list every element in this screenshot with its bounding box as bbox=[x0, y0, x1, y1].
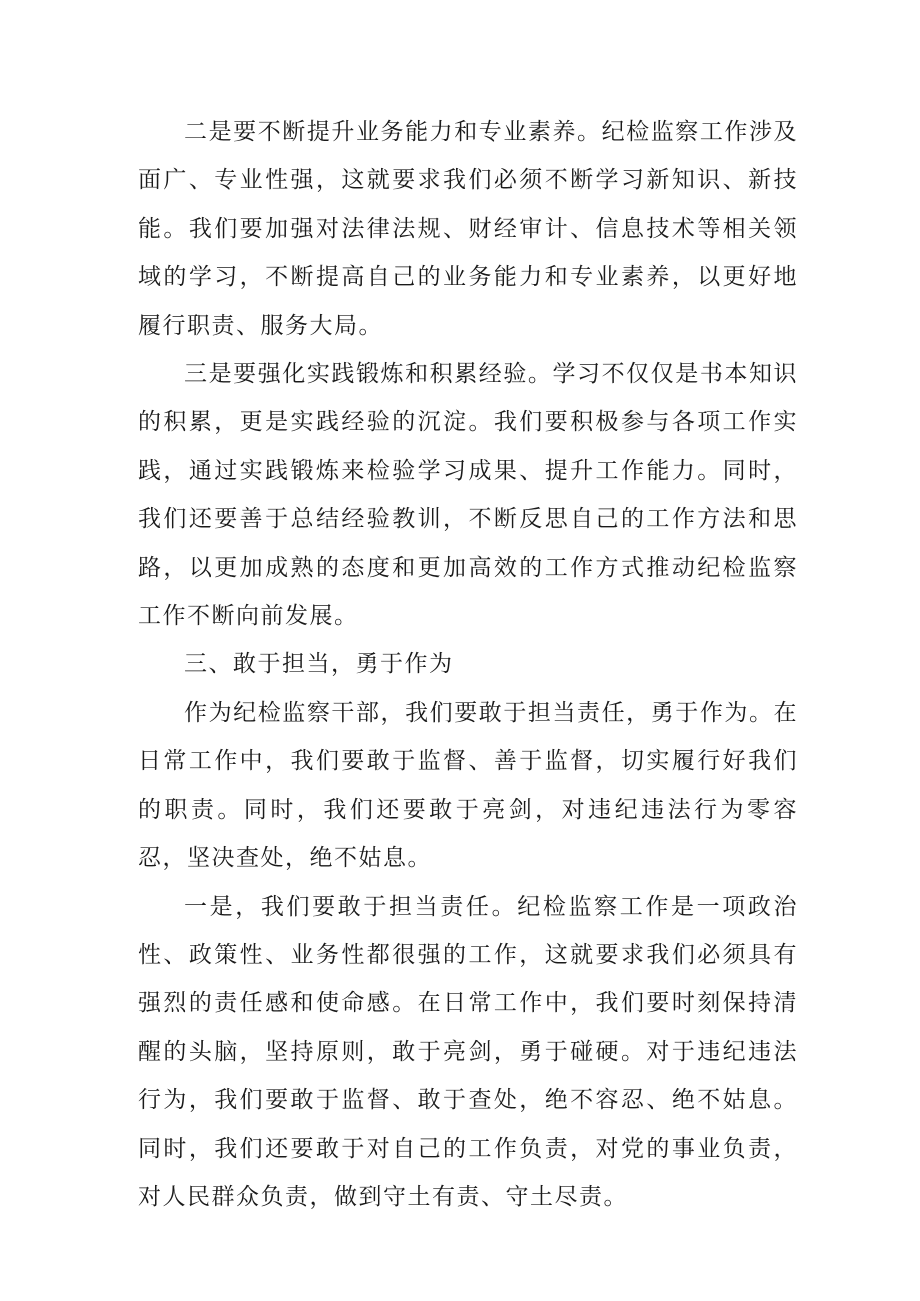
paragraph-take-responsibility: 一是，我们要敢于担当责任。纪检监察工作是一项政治性、政策性、业务性都很强的工作，这就要求我们必须具有强烈的责任感和使命感。在日常工作中，我们要时刻保持清醒的头脑，坚持原则，敢于亮剑，勇于碰硬。对于违纪违法行为，我们要敢于监督、敢于查处，绝不容忍、绝不姑息。同时，我们还要敢于对自己的工作负责，对党的事业负责，对人民群众负责，做到守土有责、守土尽责。 bbox=[138, 893, 798, 1210]
document-body bbox=[138, 108, 798, 1221]
paragraph-improve-ability: 二是要不断提升业务能力和专业素养。纪检监察工作涉及面广、专业性强，这就要求我们必须不断学习新知识、新技能。我们要加强对法律法规、财经审计、信息技术等相关领域的学习，不断提高自己的业务能力和专业素养，以更好地履行职责、服务大局。 bbox=[138, 119, 798, 339]
paragraph-dare-to-act: 作为纪检监察干部，我们要敢于担当责任，勇于作为。在日常工作中，我们要敢于监督、善于监督，切实履行好我们的职责。同时，我们还要敢于亮剑，对违纪违法行为零容忍，坚决查处，绝不姑息。 bbox=[138, 699, 798, 872]
section-heading: 三、敢于担当，勇于作为 bbox=[184, 651, 454, 678]
paragraph-practice-experience: 三是要强化实践锻炼和积累经验。学习不仅仅是书本知识的积累，更是实践经验的沉淀。我们要积极参与各项工作实践，通过实践锻炼来检验学习成果、提升工作能力。同时，我们还要善于总结经验教训，不断反思自己的工作方法和思路，以更加成熟的态度和更加高效的工作方式推动纪检监察工作不断向前发展。 bbox=[138, 361, 798, 630]
